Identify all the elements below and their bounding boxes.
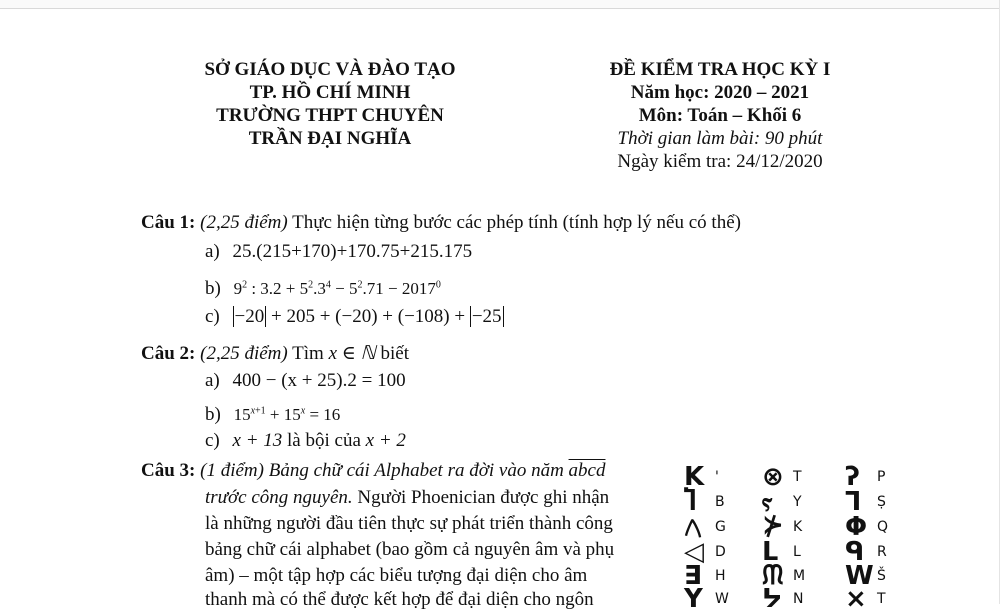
alphabet-letter: M: [793, 568, 806, 584]
alphabet-glyph: ⊁: [762, 512, 784, 542]
alphabet-letter: Y: [793, 494, 802, 510]
alphabet-letter: N: [793, 591, 804, 607]
header-left-line-1: SỞ GIÁO DỤC VÀ ĐÀO TẠO: [204, 59, 456, 80]
alphabet-letter: T: [793, 469, 802, 485]
alphabet-glyph: 𐤂: [684, 512, 703, 542]
alphabet-letter: K: [793, 519, 803, 535]
question-2c: [205, 430, 406, 452]
question-2b: [205, 404, 340, 426]
question-3-line-4: bảng chữ cái alphabet (bao gồm cả nguyên âm và phụ: [205, 539, 615, 560]
alphabet-letter: P: [877, 469, 886, 485]
alphabet-letter: R: [877, 544, 887, 560]
question-2-label: Câu 2:: [141, 343, 196, 364]
question-3-line-2-rest: Người Phoenician được ghi nhận: [357, 487, 610, 508]
alphabet-glyph: W: [845, 561, 874, 591]
school-header: [160, 58, 500, 150]
alphabet-letter: Q: [877, 519, 889, 535]
question-3-line-2-italic: trước công nguyên.: [205, 487, 353, 508]
alphabet-letter: G: [715, 519, 726, 535]
alphabet-glyph: ⲋ: [762, 487, 773, 517]
question-1-text: Thực hiện từng bước các phép tính (tính hợp lý nếu có thể): [292, 212, 741, 233]
alphabet-glyph: ∃: [684, 561, 702, 591]
question-1c-label: c): [205, 306, 220, 327]
alphabet-glyph: ᔭ: [762, 584, 783, 614]
alphabet-glyph: ʔ: [845, 462, 860, 492]
question-2b-expression: $15^{x+1} + 15^x = 16$: [233, 405, 341, 424]
alphabet-glyph: ◁: [684, 537, 704, 567]
question-1a-label: a): [205, 241, 220, 262]
alphabet-letter: D: [715, 544, 726, 560]
alphabet-letter: Š: [877, 568, 886, 584]
question-2a: [205, 370, 406, 392]
question-2-set: x ∈ ℕ: [328, 343, 376, 364]
question-1a: [205, 241, 472, 263]
alphabet-glyph: K: [684, 462, 705, 492]
question-1-label: Câu 1:: [141, 212, 196, 233]
alphabet-glyph: ᙏ: [762, 561, 784, 591]
question-2-heading: [141, 342, 409, 365]
question-3-line-5: âm) – một tập hợp các biểu tượng đại diện cho âm: [205, 565, 588, 586]
question-2c-expression-1: x + 13: [232, 430, 283, 451]
alphabet-letter: H: [715, 568, 726, 584]
question-1b: [205, 278, 441, 300]
exam-date: Ngày kiểm tra: 24/12/2020: [617, 151, 823, 172]
question-1-points: (2,25 điểm): [200, 212, 288, 233]
alphabet-glyph: ×: [845, 584, 867, 614]
question-3-line-3: là những người đầu tiên thực sự phát triển thành công: [205, 513, 613, 534]
question-1a-expression: 25.(215+170)+170.75+215.175: [232, 241, 473, 262]
question-3-label: Câu 3:: [141, 460, 196, 481]
alphabet-letter: T: [877, 591, 886, 607]
question-3-intro: (1 điểm) Bảng chữ cái Alphabet ra đời vào năm: [200, 460, 564, 481]
alphabet-letter: L: [793, 544, 801, 560]
alphabet-glyph: ⊗: [762, 462, 784, 492]
header-left-line-4: TRẦN ĐẠI NGHĨA: [248, 128, 412, 149]
question-3-year: abcd: [568, 460, 606, 481]
question-3-line-6: thanh mà có thể được kết hợp để đại diện cho ngôn: [205, 589, 594, 610]
exam-header: [575, 58, 865, 173]
question-1b-expression: $9^2$ : $3.2 + 5^2.3^4 - 5^2.71 - 2017^0$: [233, 279, 441, 298]
question-2c-text: là bội của: [287, 430, 361, 451]
question-2-points: (2,25 điểm): [200, 343, 288, 364]
question-3-line-2: [205, 487, 609, 509]
header-left-line-3: TRƯỜNG THPT CHUYÊN: [216, 105, 444, 126]
alphabet-letter: B: [715, 494, 725, 510]
alphabet-glyph: Ⴈ: [684, 487, 696, 517]
school-year: Năm học: 2020 – 2021: [630, 82, 810, 103]
question-2-text-post: biết: [380, 343, 410, 364]
exam-title: ĐỀ KIỂM TRA HỌC KỲ I: [609, 59, 831, 80]
alphabet-glyph: Y: [684, 584, 703, 614]
alphabet-letter: Ṣ: [877, 494, 886, 510]
subject: Môn: Toán – Khối 6: [638, 105, 802, 126]
question-1c: [205, 306, 504, 328]
alphabet-glyph: ᒪ: [762, 537, 779, 567]
question-2c-label: c): [205, 430, 220, 451]
alphabet-glyph: ᒣ: [845, 487, 862, 517]
question-2c-expression-2: x + 2: [365, 430, 406, 451]
alphabet-letter: W: [715, 591, 729, 607]
question-2b-label: b): [205, 404, 221, 425]
alphabet-glyph: ᑫ: [845, 537, 865, 567]
question-2a-expression: 400 − (x + 25).2 = 100: [232, 370, 406, 391]
alphabet-letter: ': [715, 469, 719, 485]
header-left-line-2: TP. HỒ CHÍ MINH: [249, 82, 411, 103]
exam-duration: Thời gian làm bài: 90 phút: [617, 128, 823, 149]
question-1-heading: [141, 212, 741, 234]
question-2a-label: a): [205, 370, 220, 391]
alphabet-glyph: Φ: [845, 512, 868, 542]
page-top-border: [0, 0, 1000, 9]
question-1c-expression: −20 + 205 + (−20) + (−108) + −25: [234, 306, 502, 327]
question-3-heading: [141, 460, 605, 482]
question-1b-label: b): [205, 278, 221, 299]
question-2-text-pre: Tìm: [292, 343, 324, 364]
